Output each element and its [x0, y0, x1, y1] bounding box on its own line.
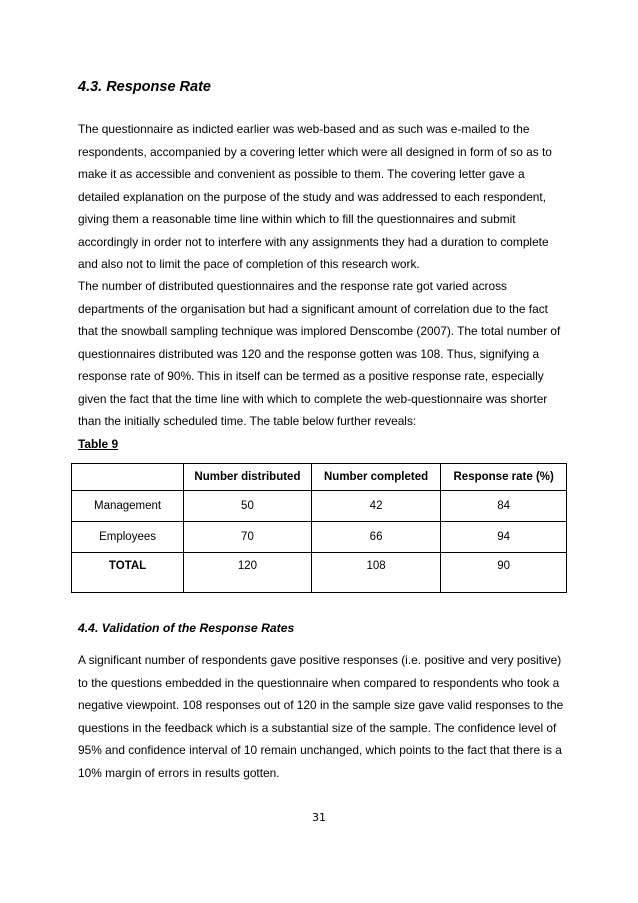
- text-line: 10% margin of errors in results gotten.: [78, 765, 280, 780]
- text-line: giving them a reasonable time line within which to fill the questionnaires and submit: [78, 212, 516, 226]
- table-cell: 120: [184, 553, 312, 593]
- table-row-label: Employees: [72, 522, 184, 553]
- text-line: response rate of 90%. This in itself can be termed as a positive response rate, especially: [78, 369, 544, 383]
- table-header-cell: Response rate (%): [441, 464, 567, 491]
- text-line: accordingly in order not to interfere with any assignments they had a duration to complete: [78, 234, 549, 249]
- table-row-label: Management: [72, 491, 184, 522]
- text-line: A significant number of respondents gave positive responses (i.e. positive and very positive): [78, 653, 562, 667]
- text-line: 95% and confidence interval of 10 remain unchanged, which points to the fact that there is a: [78, 743, 562, 757]
- table-header-cell: Number completed: [311, 464, 441, 491]
- table-cell: 84: [441, 491, 567, 522]
- table-cell: 94: [441, 522, 567, 553]
- table-cell: 66: [311, 522, 441, 553]
- table-cell: 42: [311, 491, 441, 522]
- text-line: and also not to limit the pace of completion of this research work.: [78, 257, 420, 271]
- table-cell: 70: [184, 522, 312, 553]
- table-total-row: [72, 553, 567, 593]
- table-cell: 90: [441, 553, 567, 593]
- paragraph-validation: [78, 651, 568, 786]
- text-line: The questionnaire as indicted earlier was web-based and as such was e-mailed to the: [78, 122, 530, 136]
- section-heading-validation: 4.4. Validation of the Response Rates: [78, 621, 295, 635]
- table-cell: 108: [311, 553, 441, 593]
- table-header-row: [72, 464, 567, 491]
- text-line: than the initially scheduled time. The table below further reveals:: [78, 414, 417, 428]
- text-line: make it as accessible and convenient as possible to them. The covering letter gave a: [78, 167, 525, 181]
- text-line: that the snowball sampling technique was implored Denscombe (2007). The total number of: [78, 324, 561, 338]
- paragraph-distribution-response: [78, 277, 568, 435]
- text-line: detailed explanation on the purpose of the study and was addressed to each respondent,: [78, 189, 547, 204]
- table-row-label: TOTAL: [72, 553, 184, 593]
- table-header-cell: Number distributed: [184, 464, 312, 491]
- text-line: departments of the organisation but had a significant amount of correlation due to the fact: [78, 301, 548, 316]
- text-line: to the questions embedded in the questionnaire when compared to respondents who took a: [78, 675, 560, 690]
- text-line: The number of distributed questionnaires and the response rate got varied across: [78, 279, 507, 293]
- paragraph-questionnaire-description: [78, 120, 568, 278]
- table-header-cell: [72, 464, 184, 491]
- text-line: negative viewpoint. 108 responses out of 120 in the sample size gave valid responses to the: [78, 698, 564, 712]
- text-line: respondents, accompanied by a covering letter which were all designed in form of so as to: [78, 144, 552, 159]
- text-line: questionnaires distributed was 120 and the response gotten was 108. Thus, signifying a: [78, 346, 540, 361]
- table-row: [72, 491, 567, 522]
- table-label: Table 9: [78, 437, 119, 451]
- text-line: given the fact that the time line with which to complete the web-questionnaire was shorter: [78, 391, 548, 406]
- text-line: questions in the feedback which is a substantial size of the sample. The confidence level of: [78, 720, 557, 735]
- page-number: 31: [312, 811, 326, 824]
- section-heading-response-rate: 4.3. Response Rate: [78, 79, 211, 95]
- table-row: [72, 522, 567, 553]
- response-rate-table: [71, 463, 567, 593]
- table-cell: 50: [184, 491, 312, 522]
